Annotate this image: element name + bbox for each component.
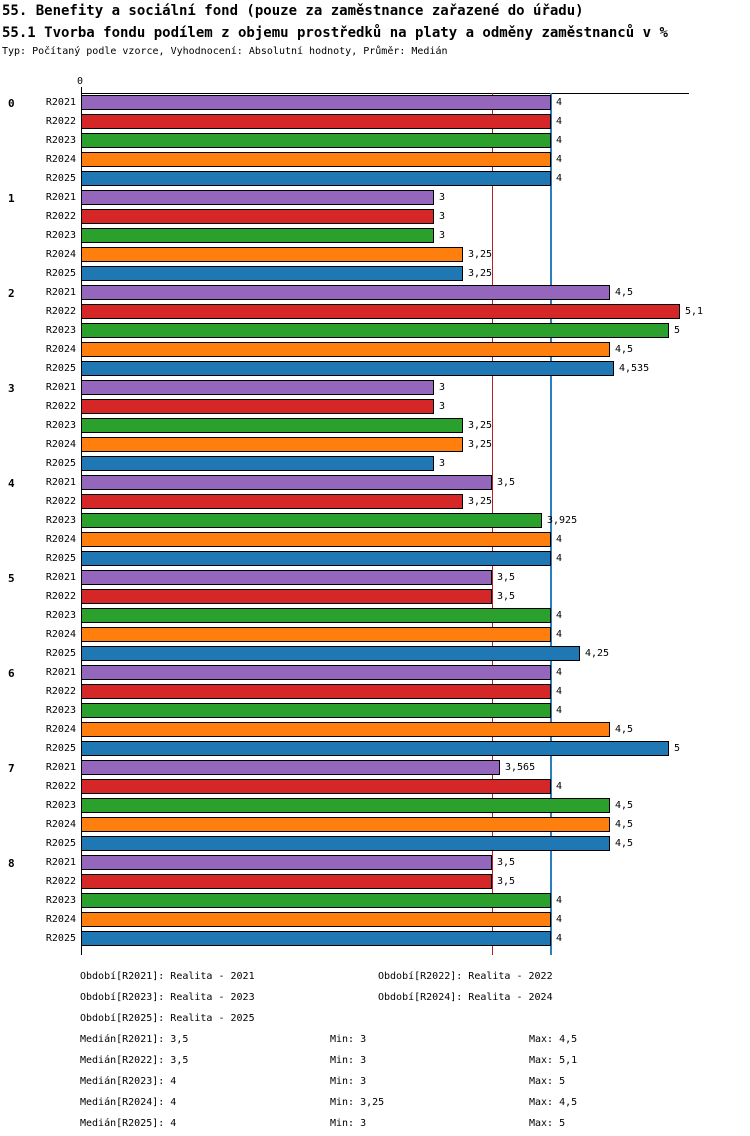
bar-value-label: 4	[556, 610, 563, 621]
legend-max-entry: Max: 5,1	[529, 1055, 578, 1066]
series-label-r2024: R2024	[45, 249, 76, 260]
legend-median-entry: Medián[R2025]: 4	[80, 1118, 177, 1129]
bar-r2022	[81, 114, 551, 129]
legend-max-entry: Max: 5	[529, 1076, 566, 1087]
bar-r2025	[81, 646, 580, 661]
group-label: 6	[8, 667, 15, 680]
bar-value-label: 4	[556, 154, 563, 165]
series-label-r2022: R2022	[45, 781, 76, 792]
series-label-r2024: R2024	[45, 344, 76, 355]
series-label-r2021: R2021	[45, 382, 76, 393]
bar-value-label: 3,25	[468, 268, 493, 279]
bar-value-label: 3,5	[497, 876, 516, 887]
bar-r2024	[81, 722, 610, 737]
bar-value-label: 3,25	[468, 496, 493, 507]
legend-max-entry: Max: 5	[529, 1118, 566, 1129]
series-label-r2021: R2021	[45, 667, 76, 678]
bar-value-label: 4	[556, 705, 563, 716]
series-label-r2025: R2025	[45, 933, 76, 944]
bar-r2021	[81, 665, 551, 680]
legend-min-entry: Min: 3	[330, 1118, 367, 1129]
bar-r2023	[81, 323, 669, 338]
bar-value-label: 4	[556, 781, 563, 792]
series-label-r2023: R2023	[45, 895, 76, 906]
legend-period-entry: Období[R2022]: Realita - 2022	[378, 971, 553, 982]
bar-value-label: 4	[556, 933, 563, 944]
bar-value-label: 3,25	[468, 249, 493, 260]
x-axis-line	[81, 93, 689, 94]
bar-r2024	[81, 817, 610, 832]
series-label-r2023: R2023	[45, 800, 76, 811]
bar-value-label: 4	[556, 895, 563, 906]
bar-value-label: 3,25	[468, 420, 493, 431]
bar-r2022	[81, 684, 551, 699]
bar-r2024	[81, 912, 551, 927]
bar-r2023	[81, 513, 542, 528]
series-label-r2025: R2025	[45, 648, 76, 659]
bar-value-label: 4	[556, 686, 563, 697]
bar-r2025	[81, 836, 610, 851]
series-label-r2022: R2022	[45, 686, 76, 697]
series-label-r2021: R2021	[45, 287, 76, 298]
series-label-r2025: R2025	[45, 553, 76, 564]
bar-value-label: 4,5	[615, 287, 634, 298]
series-label-r2025: R2025	[45, 173, 76, 184]
x-axis-zero-tick-label: 0	[77, 76, 84, 87]
bar-value-label: 4	[556, 914, 563, 925]
bar-value-label: 4,5	[615, 344, 634, 355]
bar-value-label: 4,535	[619, 363, 650, 374]
bar-r2022	[81, 209, 434, 224]
bar-value-label: 4	[556, 97, 563, 108]
bar-value-label: 3,5	[497, 857, 516, 868]
series-label-r2022: R2022	[45, 591, 76, 602]
bar-value-label: 4	[556, 629, 563, 640]
bar-value-label: 4	[556, 116, 563, 127]
bar-r2022	[81, 304, 680, 319]
series-label-r2022: R2022	[45, 306, 76, 317]
bar-r2023	[81, 228, 434, 243]
bar-r2024	[81, 627, 551, 642]
bar-r2022	[81, 874, 492, 889]
bar-value-label: 4	[556, 135, 563, 146]
bar-value-label: 4,25	[585, 648, 610, 659]
legend-min-entry: Min: 3	[330, 1076, 367, 1087]
chart-title: 55. Benefity a sociální fond (pouze za zaměstnance zařazené do úřadu)	[2, 3, 584, 19]
bar-value-label: 4,5	[615, 724, 634, 735]
series-label-r2024: R2024	[45, 439, 76, 450]
bar-r2024	[81, 152, 551, 167]
bar-r2025	[81, 931, 551, 946]
bar-value-label: 3,925	[547, 515, 578, 526]
bar-r2023	[81, 608, 551, 623]
bar-r2024	[81, 532, 551, 547]
bar-value-label: 3	[439, 192, 446, 203]
series-label-r2022: R2022	[45, 876, 76, 887]
series-label-r2021: R2021	[45, 572, 76, 583]
bar-value-label: 3,5	[497, 591, 516, 602]
bar-r2022	[81, 589, 492, 604]
bar-r2023	[81, 893, 551, 908]
chart-meta-info: Typ: Počítaný podle vzorce, Vyhodnocení: Absolutní hodnoty, Průměr: Medián	[2, 46, 448, 57]
series-label-r2023: R2023	[45, 230, 76, 241]
bar-r2021	[81, 380, 434, 395]
series-label-r2021: R2021	[45, 97, 76, 108]
bar-value-label: 4,5	[615, 800, 634, 811]
legend-median-entry: Medián[R2021]: 3,5	[80, 1034, 189, 1045]
series-label-r2024: R2024	[45, 154, 76, 165]
bar-r2023	[81, 418, 463, 433]
series-label-r2025: R2025	[45, 458, 76, 469]
bar-value-label: 3	[439, 211, 446, 222]
bar-r2021	[81, 285, 610, 300]
bar-r2021	[81, 475, 492, 490]
group-label: 1	[8, 192, 15, 205]
group-label: 2	[8, 287, 15, 300]
bar-value-label: 3	[439, 230, 446, 241]
group-label: 5	[8, 572, 15, 585]
legend-min-entry: Min: 3	[330, 1055, 367, 1066]
bar-value-label: 3,565	[505, 762, 536, 773]
series-label-r2024: R2024	[45, 534, 76, 545]
bar-value-label: 4	[556, 667, 563, 678]
bar-r2024	[81, 437, 463, 452]
group-label: 8	[8, 857, 15, 870]
bar-r2024	[81, 342, 610, 357]
series-label-r2022: R2022	[45, 116, 76, 127]
bar-r2022	[81, 494, 463, 509]
series-label-r2021: R2021	[45, 762, 76, 773]
group-label: 0	[8, 97, 15, 110]
chart-subtitle: 55.1 Tvorba fondu podílem z objemu prostředků na platy a odměny zaměstnanců v %	[2, 25, 668, 41]
legend-median-entry: Medián[R2023]: 4	[80, 1076, 177, 1087]
bar-r2023	[81, 703, 551, 718]
bar-r2021	[81, 95, 551, 110]
bar-r2022	[81, 779, 551, 794]
legend-period-entry: Období[R2023]: Realita - 2023	[80, 992, 255, 1003]
bar-r2024	[81, 247, 463, 262]
bar-value-label: 3,25	[468, 439, 493, 450]
series-label-r2025: R2025	[45, 268, 76, 279]
series-label-r2021: R2021	[45, 857, 76, 868]
legend-period-entry: Období[R2021]: Realita - 2021	[80, 971, 255, 982]
legend-period-entry: Období[R2025]: Realita - 2025	[80, 1013, 255, 1024]
series-label-r2022: R2022	[45, 401, 76, 412]
bar-value-label: 4,5	[615, 819, 634, 830]
bar-value-label: 3	[439, 382, 446, 393]
bar-r2025	[81, 266, 463, 281]
bar-value-label: 4	[556, 553, 563, 564]
bar-r2025	[81, 361, 614, 376]
legend-median-entry: Medián[R2024]: 4	[80, 1097, 177, 1108]
legend-median-entry: Medián[R2022]: 3,5	[80, 1055, 189, 1066]
bar-value-label: 3	[439, 458, 446, 469]
group-label: 3	[8, 382, 15, 395]
legend-min-entry: Min: 3	[330, 1034, 367, 1045]
series-label-r2021: R2021	[45, 192, 76, 203]
legend-period-entry: Období[R2024]: Realita - 2024	[378, 992, 553, 1003]
series-label-r2023: R2023	[45, 515, 76, 526]
bar-value-label: 5	[674, 325, 681, 336]
legend-max-entry: Max: 4,5	[529, 1097, 578, 1108]
bar-r2023	[81, 798, 610, 813]
series-label-r2023: R2023	[45, 610, 76, 621]
bar-r2021	[81, 570, 492, 585]
bar-value-label: 4	[556, 173, 563, 184]
bar-r2025	[81, 171, 551, 186]
series-label-r2023: R2023	[45, 135, 76, 146]
series-label-r2023: R2023	[45, 325, 76, 336]
bar-r2025	[81, 456, 434, 471]
bar-r2021	[81, 760, 500, 775]
bar-value-label: 3	[439, 401, 446, 412]
bar-r2025	[81, 551, 551, 566]
series-label-r2023: R2023	[45, 420, 76, 431]
bar-value-label: 3,5	[497, 477, 516, 488]
series-label-r2022: R2022	[45, 496, 76, 507]
bar-value-label: 3,5	[497, 572, 516, 583]
group-label: 4	[8, 477, 15, 490]
series-label-r2025: R2025	[45, 743, 76, 754]
legend-min-entry: Min: 3,25	[330, 1097, 385, 1108]
series-label-r2024: R2024	[45, 914, 76, 925]
group-label: 7	[8, 762, 15, 775]
bar-r2025	[81, 741, 669, 756]
bar-value-label: 4,5	[615, 838, 634, 849]
series-label-r2025: R2025	[45, 363, 76, 374]
series-label-r2021: R2021	[45, 477, 76, 488]
bar-r2023	[81, 133, 551, 148]
bar-value-label: 5,1	[685, 306, 704, 317]
series-label-r2024: R2024	[45, 629, 76, 640]
series-label-r2025: R2025	[45, 838, 76, 849]
bar-r2022	[81, 399, 434, 414]
bar-value-label: 5	[674, 743, 681, 754]
bar-value-label: 4	[556, 534, 563, 545]
series-label-r2024: R2024	[45, 724, 76, 735]
series-label-r2023: R2023	[45, 705, 76, 716]
series-label-r2024: R2024	[45, 819, 76, 830]
legend-max-entry: Max: 4,5	[529, 1034, 578, 1045]
series-label-r2022: R2022	[45, 211, 76, 222]
bar-r2021	[81, 190, 434, 205]
bar-r2021	[81, 855, 492, 870]
